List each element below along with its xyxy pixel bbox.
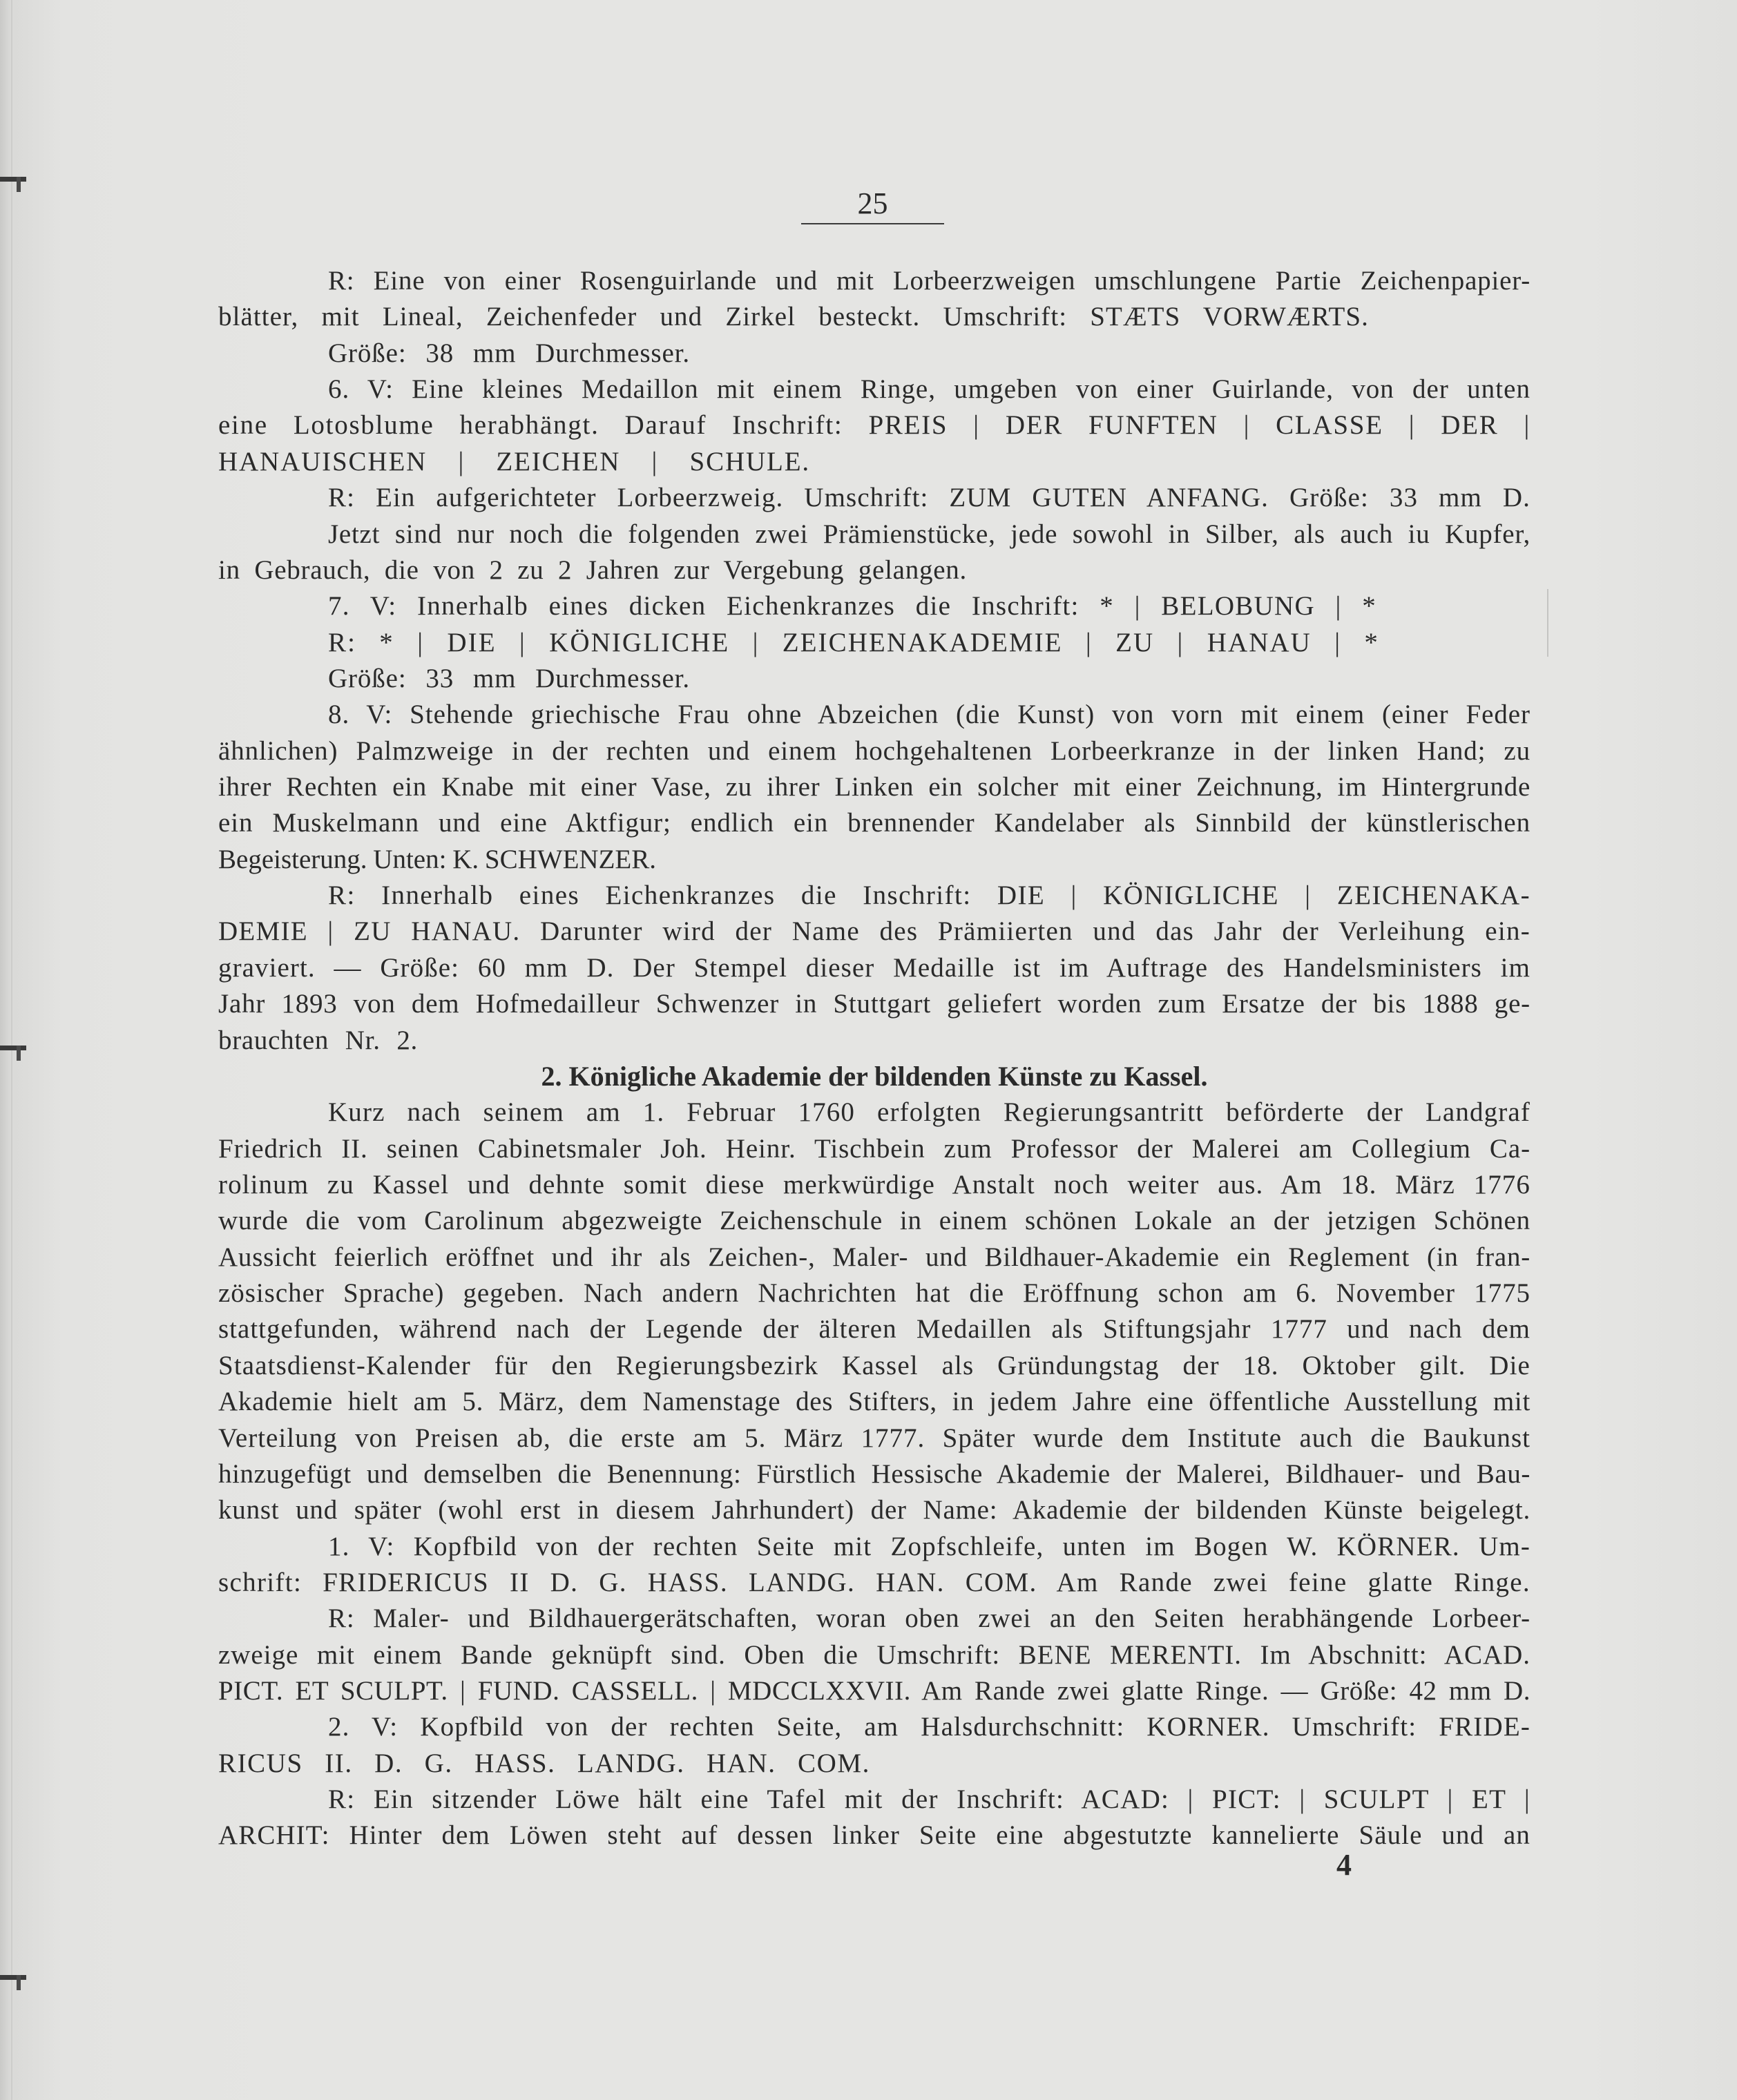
text-line: ähnlichen) Palmzweige in der rechten und einem hochgehaltenen Lorbeerkranze in der linken Hand; zu bbox=[218, 735, 1530, 766]
text-line: RICUS II. D. G. HASS. LANDG. HAN. COM. bbox=[218, 1748, 870, 1778]
text-line: R: Ein aufgerichteter Lorbeerzweig. Umschrift: ZUM GUTEN ANFANG. Größe: 33 mm D. bbox=[328, 483, 1530, 513]
text-line: Kurz nach seinem am 1. Februar 1760 erfolgten Regierungsantritt beförderte der Landgraf bbox=[328, 1097, 1530, 1128]
text-line: Aussicht feierlich eröffnet und ihr als Zeichen-, Maler- und Bildhauer-Akademie ein Reglement (in fran- bbox=[218, 1242, 1530, 1272]
text-line: 8. V: Stehende griechische Frau ohne Abzeichen (die Kunst) von vorn mit einem (einer Feder bbox=[328, 700, 1530, 730]
text-line: zösischer Sprache) gegeben. Nach andern Nachrichten hat die Eröffnung schon am 6. November 1775 bbox=[218, 1278, 1530, 1309]
text-line: R: Innerhalb eines Eichenkranzes die Inschrift: DIE | KÖNIGLICHE | ZEICHENAKA- bbox=[328, 880, 1530, 911]
text-line: ihrer Rechten ein Knabe mit einer Vase, zu ihrer Linken ein solcher mit einer Zeichnung, im Hintergrunde bbox=[218, 772, 1530, 802]
text-line: brauchten Nr. 2. bbox=[218, 1025, 418, 1055]
paragraph bbox=[0, 625, 1737, 661]
text-line: eine Lotosblume herabhängt. Darauf Inschrift: PREIS | DER FUNFTEN | CLASSE | DER | bbox=[218, 410, 1530, 441]
text-line: 1. V: Kopfbild von der rechten Seite mit Zopfschleife, unten im Bogen W. KÖRNER. Um- bbox=[328, 1531, 1530, 1561]
text-line: rolinum zu Kassel und dehnte somit diese merkwürdige Anstalt noch weiter aus. Am 18. März 1776 bbox=[218, 1169, 1530, 1200]
text-line: 7. V: Innerhalb eines dicken Eichenkranzes die Inschrift: * | BELOBUNG | * bbox=[328, 591, 1376, 622]
paragraph bbox=[0, 1601, 1737, 1709]
paragraph bbox=[0, 1095, 1737, 1528]
text-line: R: * | DIE | KÖNIGLICHE | ZEICHENAKADEMIE | ZU | HANAU | * bbox=[328, 627, 1379, 657]
text-line: kunst und später (wohl erst in diesem Jahrhundert) der Name: Akademie der bildenden Künste beigelegt. bbox=[218, 1495, 1530, 1525]
text-line: PICT. ET SCULPT. | FUND. CASSELL. | MDCCLXXVII. Am Rande zwei glatte Ringe. — Größe: 42 mm D. bbox=[218, 1676, 1530, 1706]
text-line: Jetzt sind nur noch die folgenden zwei Prämienstücke, jede sowohl in Silber, als auch iu Kupfer, bbox=[328, 519, 1530, 549]
text-line: 6. V: Eine kleines Medaillon mit einem Ringe, umgeben von einer Guirlande, von der unten bbox=[328, 374, 1530, 405]
text-line: stattgefunden, während nach der Legende der älteren Medaillen als Stiftungsjahr 1777 und nach dem bbox=[218, 1314, 1530, 1345]
page-number: 25 bbox=[857, 186, 888, 220]
text-line: HANAUISCHEN | ZEICHEN | SCHULE. bbox=[218, 446, 810, 476]
signature-mark: 4 bbox=[1336, 1848, 1352, 1882]
text-line: Begeisterung. Unten: K. SCHWENZER. bbox=[218, 844, 656, 874]
text-line: wurde die vom Carolinum abgezweigte Zeichenschule in einem schönen Lokale an der jetzigen Schönen bbox=[218, 1206, 1530, 1236]
paragraph bbox=[0, 480, 1737, 516]
text-line: zweige mit einem Bande geknüpft sind. Oben die Umschrift: BENE MERENTI. Im Abschnitt: ACAD. bbox=[218, 1639, 1530, 1670]
text-line: blätter, mit Lineal, Zeichenfeder und Zirkel besteckt. Umschrift: STÆTS VORWÆRTS. bbox=[218, 302, 1369, 332]
text-line: Staatsdienst-Kalender für den Regierungsbezirk Kassel als Gründungstag der 18. Oktober gilt. Die bbox=[218, 1350, 1530, 1380]
text-line: Verteilung von Preisen ab, die erste am 5. März 1777. Später wurde dem Institute auch die Baukunst bbox=[218, 1423, 1530, 1453]
paragraph bbox=[0, 588, 1737, 624]
text-line: in Gebrauch, die von 2 zu 2 Jahren zur Vergebung gelangen. bbox=[218, 555, 967, 585]
text-line: Größe: 33 mm Durchmesser. bbox=[328, 663, 690, 693]
paragraph bbox=[0, 1782, 1737, 1854]
text-block bbox=[0, 263, 1737, 1854]
text-line: ARCHIT: Hinter dem Löwen steht auf dessen linker Seite eine abgestutzte kannelierte Säule und an bbox=[218, 1820, 1530, 1851]
paragraph bbox=[0, 372, 1737, 480]
paragraph bbox=[0, 1709, 1737, 1782]
text-line: ein Muskelmann und eine Aktfigur; endlich ein brennender Kandelaber als Sinnbild der künstlerischen bbox=[218, 808, 1530, 838]
paragraph bbox=[0, 661, 1737, 697]
text-line: hinzugefügt und demselben die Benennung: Fürstlich Hessische Akademie der Malerei, Bildhauer- und Bau- bbox=[218, 1458, 1530, 1489]
paragraph bbox=[0, 697, 1737, 878]
text-line: Akademie hielt am 5. März, dem Namenstage des Stifters, in jedem Jahre eine öffentliche Ausstellung mit bbox=[218, 1387, 1530, 1417]
paragraph bbox=[0, 263, 1737, 336]
text-line: DEMIE | ZU HANAU. Darunter wird der Name des Prämiierten und das Jahr der Verleihung ein- bbox=[218, 916, 1530, 947]
text-line: R: Ein sitzender Löwe hält eine Tafel mit der Inschrift: ACAD: | PICT: | SCULPT | ET | bbox=[328, 1784, 1530, 1815]
text-line: Größe: 38 mm Durchmesser. bbox=[328, 338, 690, 368]
page-number-rule bbox=[801, 223, 944, 224]
paragraph bbox=[0, 517, 1737, 589]
paragraph bbox=[0, 1529, 1737, 1601]
text-line: R: Eine von einer Rosenguirlande und mit Lorbeerzweigen umschlungene Partie Zeichenpapier- bbox=[328, 266, 1530, 296]
text-line: R: Maler- und Bildhauergerätschaften, woran oben zwei an den Seiten herabhängende Lorbeer- bbox=[328, 1603, 1530, 1634]
binding-mark bbox=[0, 1975, 26, 1980]
text-line: Jahr 1893 von dem Hofmedailleur Schwenzer in Stuttgart geliefert worden zum Ersatze der bis 1888 ge- bbox=[218, 989, 1530, 1019]
binding-mark bbox=[0, 177, 26, 182]
text-line: schrift: FRIDERICUS II D. G. HASS. LANDG. HAN. COM. Am Rande zwei feine glatte Ringe. bbox=[218, 1567, 1530, 1597]
text-line: 2. V: Kopfbild von der rechten Seite, am Halsdurchschnitt: KORNER. Umschrift: FRIDE- bbox=[328, 1712, 1530, 1742]
paragraph bbox=[0, 878, 1737, 1059]
paragraph bbox=[0, 336, 1737, 372]
section-heading: 2. Königliche Akademie der bildenden Künste zu Kassel. bbox=[541, 1060, 1208, 1092]
text-line: Friedrich II. seinen Cabinetsmaler Joh. Heinr. Tischbein zum Professor der Malerei am Collegium Ca- bbox=[218, 1133, 1530, 1164]
text-line: graviert. — Größe: 60 mm D. Der Stempel dieser Medaille ist im Auftrage des Handelsministers im bbox=[218, 952, 1530, 983]
